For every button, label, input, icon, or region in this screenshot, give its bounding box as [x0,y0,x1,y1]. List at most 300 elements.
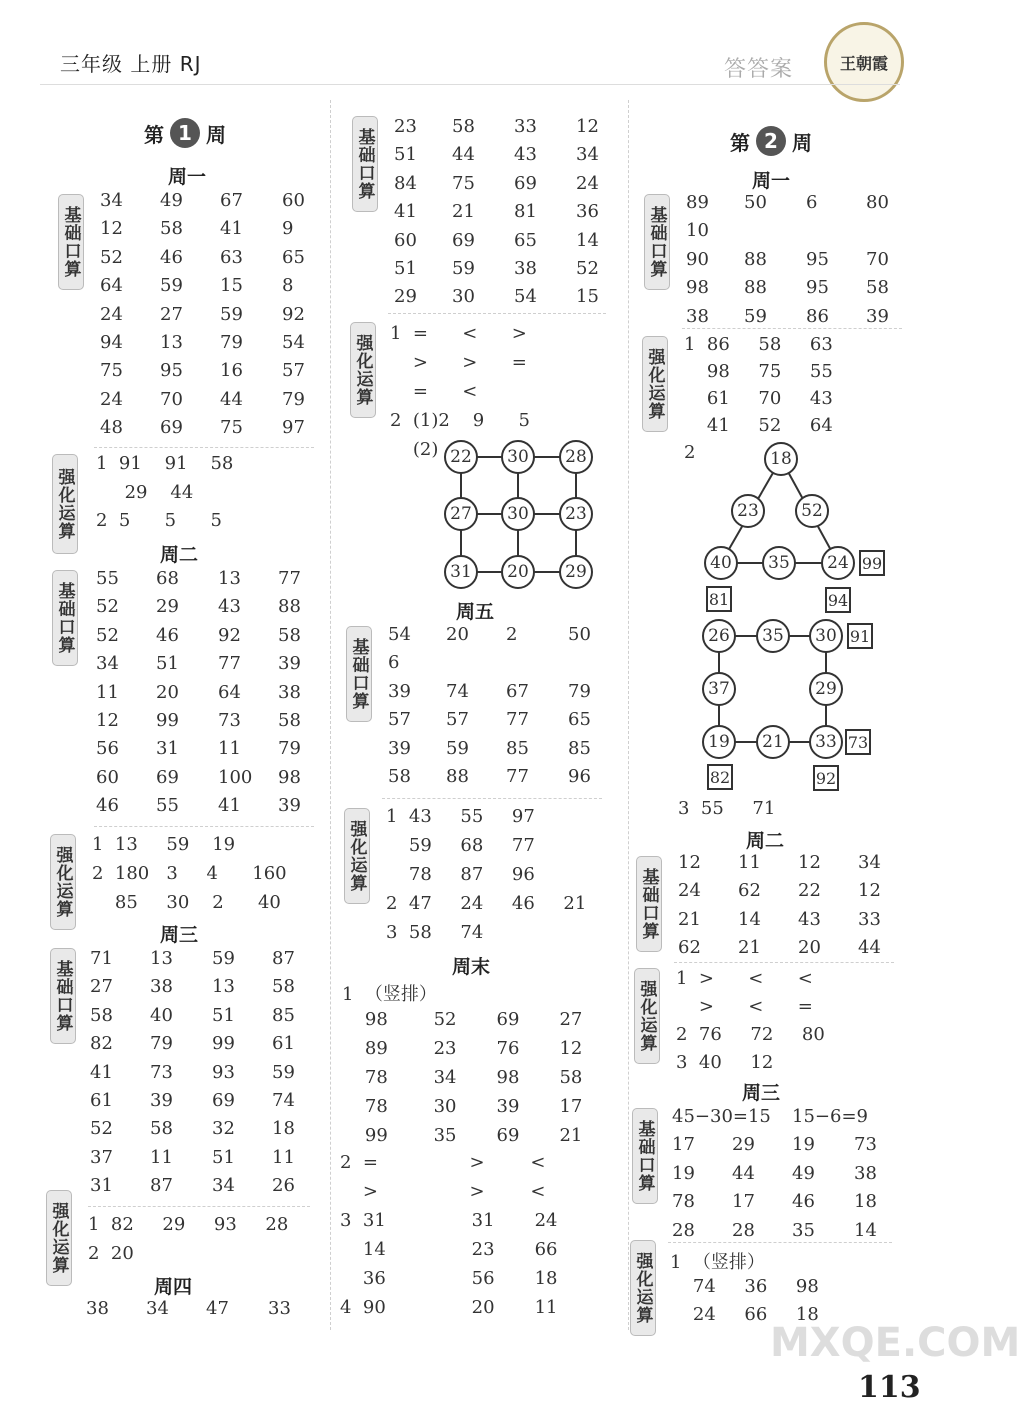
answer-value: 41 [218,795,241,817]
answer-value: 13 [160,331,183,353]
answer-value: 81 [514,201,537,223]
answer-value: 12 [576,116,599,137]
answer-value: 78 [672,1191,695,1213]
answer-value: 52 [96,624,119,646]
answer-value: 14 [854,1219,877,1241]
answer-value: 75 [100,360,123,382]
day-weekend-heading: 周末 [452,956,491,978]
answer-value: 49 [792,1162,815,1184]
answer-value: 51 [212,1146,235,1168]
answer-value: 58 [452,116,475,137]
answer-value: 95 [160,360,183,382]
answer-value: 93 [212,1061,235,1083]
answer-value: 44 [732,1162,755,1184]
grid-circle: 30 [501,497,535,531]
answer-value: 11 [96,681,119,703]
answer-value: 40 [150,1004,173,1026]
week-suffix: 周 [206,122,226,147]
answer-line: 36 56 18 [340,1268,558,1289]
basic-tag: 基础口算 [52,570,78,666]
answer-value: 79 [150,1033,173,1055]
answer-value: 74 [446,680,469,702]
answer-value: 79 [278,738,301,760]
answer-value: 62 [738,880,761,902]
grid-circle: 29 [559,555,593,589]
seal-text: 王朝霞 [839,53,888,73]
answer-value: 60 [282,190,305,211]
answer-value: 38 [514,257,537,279]
strong-tag: 强化运算 [52,454,78,554]
answer-value: 36 [576,201,599,223]
answer-value: 95 [806,248,829,270]
answer-value: 15−6=9 [792,1106,868,1127]
answer-value: 97 [282,417,305,439]
answer-box: 81 [706,586,732,612]
answer-value: 46 [156,624,179,646]
answer-value: 59 [160,275,183,297]
answer-line: 3 31 31 24 [340,1210,558,1231]
answer-line: 98 52 69 27 [342,1009,583,1030]
answer-value: 79 [282,388,305,410]
answer-value: 60 [96,766,119,788]
strong-tag: 强化运算 [630,1240,656,1336]
answer-value: 39 [866,305,889,327]
answer-value: 14 [738,908,761,930]
divider [668,1242,892,1243]
basic-tag: 基础口算 [346,626,372,722]
answer-value: 34 [100,190,123,211]
page-number: 113 [858,1370,921,1405]
answer-value: 58 [90,1004,113,1026]
answer-box: 94 [825,587,851,613]
answer-line: 1 = < > [390,323,527,344]
answer-value: 51 [156,653,179,675]
answer-value: 92 [282,303,305,325]
answer-value: 28 [732,1219,755,1241]
answer-value: 51 [394,144,417,166]
answer-value: 15 [220,275,243,297]
answer-value: 48 [100,417,123,439]
answer-value: 80 [866,192,889,213]
answer-value: 35 [792,1219,815,1241]
answer-line: 89 23 76 12 [342,1038,583,1059]
answer-line: 3 40 12 [676,1052,774,1073]
answer-value: 15 [576,286,599,308]
answer-value: 43 [514,144,537,166]
answer-value: 52 [100,246,123,268]
answer-box: 92 [813,765,839,791]
answer-value: 16 [220,360,243,382]
answer-value: 55 [96,568,119,589]
answer-value: 77 [506,765,529,787]
answer-value: 57 [282,360,305,382]
triangle-circle: 23 [731,494,765,528]
answer-value: 86 [806,305,829,327]
answer-line: 3 55 71 [678,798,776,819]
day-wednesday-heading: 周三 [160,924,199,946]
answer-value: 89 [686,192,709,213]
answer-value: 77 [506,709,529,731]
basic-tag: 基础口算 [632,1108,658,1204]
answer-line: 78 87 96 [386,864,535,885]
brand-label: 答答案 [724,57,794,82]
strong-tag: 强化运算 [344,808,370,904]
answer-value: 77 [278,568,301,589]
answer-value: 39 [278,795,301,817]
answer-value: 99 [212,1033,235,1055]
grid-circle: 27 [444,497,478,531]
week-suffix: 周 [792,130,812,155]
answer-line: 61 70 43 [684,388,833,409]
basic-tag: 基础口算 [58,194,84,290]
answer-value: 12 [858,880,881,902]
answer-value: 31 [90,1175,113,1197]
basic-tag: 基础口算 [352,116,378,212]
day-wednesday-heading: 周三 [742,1082,781,1104]
answer-line: 14 23 66 [340,1239,558,1260]
answer-line: 1 （竖排） [670,1252,765,1273]
answer-value: 87 [150,1175,173,1197]
answer-value: 29 [394,286,417,308]
answer-line: 2 5 5 5 [96,510,222,531]
answer-value: 39 [278,653,301,675]
answer-value: 20 [156,681,179,703]
answer-line: 74 36 98 [670,1276,819,1297]
answer-value: 58 [388,765,411,787]
answer-value: 60 [394,229,417,251]
answer-value: 52 [576,257,599,279]
answer-value: 55 [156,795,179,817]
answer-line: (2) [390,439,439,460]
answer-value: 69 [212,1089,235,1111]
answer-value: 84 [394,172,417,194]
strong-tag: 强化运算 [46,1190,72,1286]
answer-value: 12 [96,709,119,731]
answer-box: 82 [707,764,733,790]
answer-line: 1 43 55 97 [386,806,535,827]
strong-tag: 强化运算 [350,322,376,418]
answer-value: 33 [514,116,537,137]
answer-value: 58 [278,709,301,731]
day-tuesday-heading: 周二 [160,544,199,566]
answer-value: 88 [446,765,469,787]
answer-value: 44 [452,144,475,166]
answer-value: 9 [282,218,294,240]
answer-value: 99 [156,709,179,731]
answer-line: 2 [684,442,696,463]
answer-value: 44 [220,388,243,410]
answer-line: 59 68 77 [386,835,535,856]
week-number-badge: 1 [170,118,200,148]
answer-value: 38 [278,681,301,703]
answer-value: 45−30=15 [672,1106,771,1127]
answer-value: 87 [272,948,295,969]
answer-value: 34 [96,653,119,675]
answer-value: 39 [388,680,411,702]
week-prefix: 第 [730,130,750,155]
answer-value: 46 [792,1191,815,1213]
answer-value: 62 [678,937,701,959]
answer-line: 78 30 39 17 [342,1096,583,1117]
answer-value: 59 [446,737,469,759]
day-thursday-heading: 周四 [154,1276,193,1298]
answer-value: 67 [220,190,243,211]
answer-value: 23 [394,116,417,137]
answer-value: 18 [854,1191,877,1213]
square-circle: 37 [702,672,736,706]
answer-value: 11 [272,1146,295,1168]
answer-line: 98 75 55 [684,361,833,382]
answer-line: 2 (1)2 9 5 [390,410,530,431]
answer-value: 14 [576,229,599,251]
answer-value: 2 [506,624,518,645]
answer-value: 63 [220,246,243,268]
answer-value: 65 [568,709,591,731]
answer-value: 70 [160,388,183,410]
answer-value: 38 [686,305,709,327]
answer-value: 58 [160,218,183,240]
answer-value: 68 [156,568,179,589]
answer-value: 24 [576,172,599,194]
answer-value: 39 [388,737,411,759]
answer-value: 8 [282,275,294,297]
answer-line: 2 47 24 46 21 [386,893,587,914]
answer-value: 59 [212,948,235,969]
answer-line: 2 20 [88,1243,134,1264]
answer-value: 71 [90,948,113,969]
answer-value: 77 [218,653,241,675]
answer-value: 75 [220,417,243,439]
answer-value: 46 [96,795,119,817]
answer-value: 69 [452,229,475,251]
answer-value: 69 [160,417,183,439]
day-monday-heading: 周一 [752,170,791,192]
answer-value: 24 [100,388,123,410]
answer-value: 29 [156,596,179,618]
triangle-circle: 35 [762,546,796,580]
triangle-circle: 52 [795,494,829,528]
answer-value: 24 [678,880,701,902]
answer-value: 21 [452,201,475,223]
answer-value: 28 [672,1219,695,1241]
answer-value: 50 [744,192,767,213]
answer-value: 59 [452,257,475,279]
answer-value: 29 [732,1134,755,1156]
answer-value: 11 [218,738,241,760]
answer-value: 57 [446,709,469,731]
triangle-circle: 40 [704,546,738,580]
answer-value: 41 [220,218,243,240]
answer-box: 99 [859,550,885,576]
strong-tag: 强化运算 [50,834,76,930]
answer-value: 61 [90,1089,113,1111]
strong-tag: 强化运算 [634,968,660,1064]
answer-value: 10 [686,220,709,242]
answer-value: 41 [394,201,417,223]
answer-value: 61 [272,1033,295,1055]
answer-line: 24 66 18 [670,1304,819,1325]
grid-circle: 30 [501,440,535,474]
answer-value: 88 [744,248,767,270]
answer-value: 59 [272,1061,295,1083]
answer-value: 27 [90,976,113,998]
answer-value: 85 [568,737,591,759]
answer-value: 52 [90,1118,113,1140]
answer-value: 32 [212,1118,235,1140]
grade-title: 三年级 上册 RJ [60,52,202,76]
answer-value: 20 [798,937,821,959]
answer-value: 13 [212,976,235,998]
square-circle: 30 [809,619,843,653]
answer-value: 21 [678,908,701,930]
answer-value: 34 [212,1175,235,1197]
answer-value: 85 [272,1004,295,1026]
answer-value: 92 [218,624,241,646]
answer-value: 52 [96,596,119,618]
answer-line: 1 91 91 58 [96,453,234,474]
answer-value: 26 [272,1175,295,1197]
answer-value: 12 [798,852,821,873]
answer-value: 13 [218,568,241,589]
basic-tag: 基础口算 [636,856,662,952]
answer-value: 17 [732,1191,755,1213]
answer-value: 20 [446,624,469,645]
answer-value: 98 [278,766,301,788]
answer-value: 100 [218,766,253,788]
answer-value: 96 [568,765,591,787]
day-friday-heading: 周五 [456,601,495,623]
answer-value: 65 [514,229,537,251]
answer-value: 6 [806,192,818,213]
answer-value: 95 [806,277,829,299]
answer-value: 59 [744,305,767,327]
answer-value: 56 [96,738,119,760]
grid-circle: 28 [559,440,593,474]
grid-circle: 22 [444,440,478,474]
answer-line: > > < [340,1181,546,1202]
answer-value: 82 [90,1033,113,1055]
answer-value: 38 [150,976,173,998]
answer-value: 74 [272,1089,295,1111]
answer-value: 51 [394,257,417,279]
answer-value: 65 [282,246,305,268]
answer-value: 6 [388,652,400,674]
answer-value: 31 [156,738,179,760]
answer-value: 38 [854,1162,877,1184]
answer-value: 33 [858,908,881,930]
answer-value: 50 [568,624,591,645]
answer-value: 21 [738,937,761,959]
answer-value: 43 [218,596,241,618]
answer-line: 3 58 74 [386,922,484,943]
square-circle: 35 [756,619,790,653]
answer-line: 1 13 59 19 [92,834,236,855]
answer-value: 58 [150,1118,173,1140]
answer-value: 75 [452,172,475,194]
answer-value: 94 [100,331,123,353]
answer-value: 79 [568,680,591,702]
answer-value: 49 [160,190,183,211]
answer-value: 47 [206,1298,229,1319]
answer-value: 34 [858,852,881,873]
day-monday-heading: 周一 [168,166,207,188]
answer-value: 54 [514,286,537,308]
grid-circle: 31 [444,555,478,589]
square-circle: 26 [702,619,736,653]
answer-value: 38 [86,1298,109,1319]
answer-value: 90 [686,248,709,270]
answer-line: 41 52 64 [684,415,833,436]
answer-value: 58 [272,976,295,998]
answer-line: 1 82 29 93 28 [88,1214,289,1235]
answer-value: 51 [212,1004,235,1026]
grid-circle: 23 [559,497,593,531]
week-prefix: 第 [144,122,164,147]
answer-line: 2 = > < [340,1152,546,1173]
answer-line: > > = [390,352,527,373]
answer-value: 17 [672,1134,695,1156]
answer-line: 4 90 20 11 [340,1297,558,1318]
answer-value: 44 [858,937,881,959]
answer-line: 1 86 58 63 [684,334,833,355]
triangle-circle: 24 [821,546,855,580]
answer-value: 18 [272,1118,295,1140]
answer-value: 43 [798,908,821,930]
answer-value: 12 [678,852,701,873]
answer-value: 54 [282,331,305,353]
answer-box: 91 [847,623,873,649]
answer-value: 22 [798,880,821,902]
answer-value: 24 [100,303,123,325]
answer-value: 54 [388,624,411,645]
watermark: MXQE.COM [770,1320,1020,1366]
answer-value: 69 [156,766,179,788]
answer-value: 19 [792,1134,815,1156]
answer-value: 70 [866,248,889,270]
answer-value: 27 [160,303,183,325]
square-circle: 33 [809,725,843,759]
answer-value: 12 [100,218,123,240]
basic-tag: 基础口算 [50,948,76,1044]
answer-value: 34 [146,1298,169,1319]
answer-line: 1 > < < [676,968,813,989]
answer-line: 2 180 3 4 160 [92,863,287,884]
answer-value: 58 [866,277,889,299]
answer-line: 99 35 69 21 [342,1125,583,1146]
answer-value: 98 [686,277,709,299]
day-tuesday-heading: 周二 [746,830,785,852]
answer-value: 73 [150,1061,173,1083]
square-circle: 21 [756,725,790,759]
basic-tag: 基础口算 [644,194,670,290]
answer-value: 39 [150,1089,173,1111]
answer-value: 46 [160,246,183,268]
answer-value: 59 [220,303,243,325]
answer-value: 79 [220,331,243,353]
answer-value: 13 [150,948,173,969]
answer-box: 73 [845,729,871,755]
square-circle: 19 [702,725,736,759]
answer-value: 67 [506,680,529,702]
answer-value: 73 [854,1134,877,1156]
grid-circle: 20 [501,555,535,589]
answer-value: 58 [278,624,301,646]
square-circle: 29 [809,672,843,706]
answer-value: 30 [452,286,475,308]
divider [674,962,894,963]
answer-line: > < = [676,996,813,1017]
answer-value: 88 [744,277,767,299]
